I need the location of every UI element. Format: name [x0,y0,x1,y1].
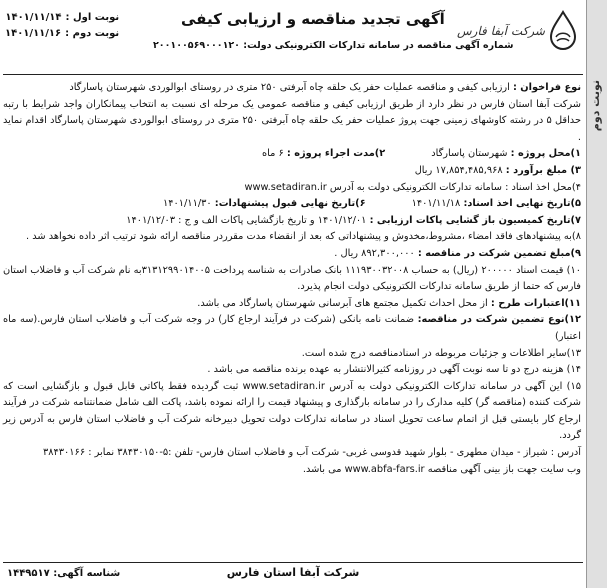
intro-paragraph: شرکت آبفا استان فارس در نظر دارد از طریق ارزیابی کیفی و مناقصه عمومی یک مرحله ای نسبت به انتخاب پیمانکاران واجد شرایط با رتبه حداقل ۵ در رشته کاوشهای زمینی جهت پروژ عملیات حفر یک حلقه چاه آبرفتی ۲۵۰ متری در روستای ابوالوردی شهرستان پاسارگاد اقدام نماید . [3,98,582,143]
item5-label: ۵)تاریخ نهایی اخذ اسناد: [463,198,581,210]
item1 [431,146,581,163]
item2-value: ۶ ماه [262,148,284,160]
item5-value: ۱۴۰۱/۱۱/۱۸ [411,198,461,210]
turn2-date: ۱۴۰۱/۱۱/۱۶ [5,28,62,39]
side-strip [586,0,607,588]
item11-value: از محل احداث تکمیل مجتمع های آبرسانی شهرستان پاسارگاد می باشد. [197,297,488,309]
company-name: شرکت آبفا استان فارس [226,566,360,579]
item3-value: ۱۷,۸۵۴,۴۸۵,۹۶۸ ریال [414,164,503,176]
logo-text: شرکت آبفا فارس [456,24,545,38]
item11-label: ۱۱)اعتبارات طرح : [490,297,581,309]
item1-label: ۱)محل پروژه : [510,148,581,160]
call-paragraph [3,80,581,97]
turn1-label: نوبت اول : [65,12,120,23]
item8: ۸)به پیشنهادهای فاقد امضاء ،مشروط،مخدوش و پیشنهاداتی که بعد از انقضاء مدت مقرردر مناقصه ارائه شود ترتیب اثر داده نخواهد شد . [26,231,581,243]
header-divider [3,74,583,75]
item12-value: ضمانت نامه بانکی (شرکت در فرآیند ارجاع کار) در وجه شرکت آب و فاضلاب استان فارس.(سه ماه اعتبار) [3,314,581,342]
turn-dates [5,10,119,42]
dates-row [3,196,581,213]
item9-label: ۹)مبلغ تضمین شرکت در مناقصه : [417,247,581,259]
notice-title: آگهی تجدید مناقصه و ارزیابی کیفی [181,10,445,28]
water-drop-icon [547,10,579,50]
item9 [3,246,581,263]
item6 [163,196,366,213]
footer-divider [3,562,583,563]
notice-content [3,0,583,588]
project-row [3,146,581,163]
turn2-label: نوبت دوم : [65,28,120,39]
turn1-row [5,10,119,26]
item3-label: ۳) مبلغ برآورد : [505,164,581,176]
item2-label: ۲)مدت اجراء پروژه : [286,148,386,160]
item6-label: ۶)تاریخ نهایی قبول پیشنهادات: [214,198,366,210]
item15: ۱۵) این آگهی در سامانه تدارکات الکترونیکی دولت به آدرس www.setadiran.ir ثبت گردیده فقط پاکاتی قابل قبول و بازگشایی است که شرکت کننده (مناقصه گر) کلیه مدارک را در سامانه بارگذاری و پیشنهاد قیمت را ارائه نموده باشد، پاکت الف شامل ضمانتنامه شرکت در فرآیند ارجاع کار بایستی قبل از اتمام ساعت تحویل اسناد در سامانه تدارکات دولت تحویل دبیرخانه شرکت آب و فاضلاب استان فارس به آدرس زیر گردد. [3,380,581,442]
notice-header [3,0,583,72]
item12 [3,312,581,345]
notice-body [3,80,581,478]
call-text: ارزیابی کیفی و مناقصه عملیات حفر یک حلقه چاه آبرفتی ۲۵۰ متری در روستای ابوالوردی شهرستان پاسارگاد [69,82,510,93]
item9-value: ۸۹۲,۳۰۰,۰۰۰ ریال . [334,247,415,259]
item4: ۴)محل اخذ اسناد : سامانه تدارکات الکترونیکی دولت به آدرس www.setadiran.ir [244,181,581,193]
item3 [3,163,581,180]
item7-label: ۷)تاریخ کمیسیون باز گشایی پاکات ارزیابی : [369,214,581,226]
item12-label: ۱۲)نوع تضمین شرکت در مناقصه: [417,314,582,326]
item2 [262,146,385,163]
address: آدرس : شیراز - میدان مطهری - بلوار شهید قدوسی غربی- شرکت آب و فاضلاب استان فارس- تلفن :۵-۳۸۴۳۰۱۵۰ نمابر : ۳۸۴۳۰۱۶۶ [42,447,581,459]
website: وب سایت جهت باز بینی آگهی مناقصه www.abfa-fars.ir می باشد. [302,463,581,475]
turn2-row [5,26,119,42]
notice-subtitle: شماره آگهی مناقصه در سامانه تدارکات الکترونیکی دولت: ۲۰۰۱۰۰۵۶۹۰۰۰۱۲۰ [153,40,514,51]
item11 [3,296,581,313]
item1-value: شهرستان پاسارگاد [431,148,508,160]
item7-value: ۱۴۰۱/۱۲/۰۱ و تاریخ بازگشایی پاکات الف و ج : ۱۴۰۱/۱۲/۰۳ [126,214,367,226]
item7 [3,213,581,230]
item6-value: ۱۴۰۱/۱۱/۳۰ [162,198,212,210]
call-label: نوع فراخوان : [512,82,581,93]
item10: ۱۰) قیمت اسناد ۲۰۰۰۰۰ (ریال) به حساب ۱۱۱۹۳۰۰۳۲۰۰۸ بانک صادرات به شناسه پرداخت ۳۱۳۱۲۹۹۰۱۴۰۰۵به نام شرکت آب و فاضلاب استان فارس که حتما از طریق سامانه تدارکات الکترونیکی دولت انجام پذیرد. [3,264,581,293]
turn1-date: ۱۴۰۱/۱۱/۱۴ [5,12,62,23]
item5 [412,196,581,213]
notice-tracking-id: شناسه آگهی: ۱۴۴۹۵۱۷ [7,568,121,579]
item13: ۱۳)سایر اطلاعات و جزئیات مربوطه در اسنادمناقصه درج شده است. [301,347,581,359]
item14: ۱۴) هزینه درج دو تا سه نوبت آگهی در روزنامه کثیرالانتشار به عهده برنده مناقصه می باشد . [207,364,581,376]
side-label: نوبت دوم [589,80,602,132]
